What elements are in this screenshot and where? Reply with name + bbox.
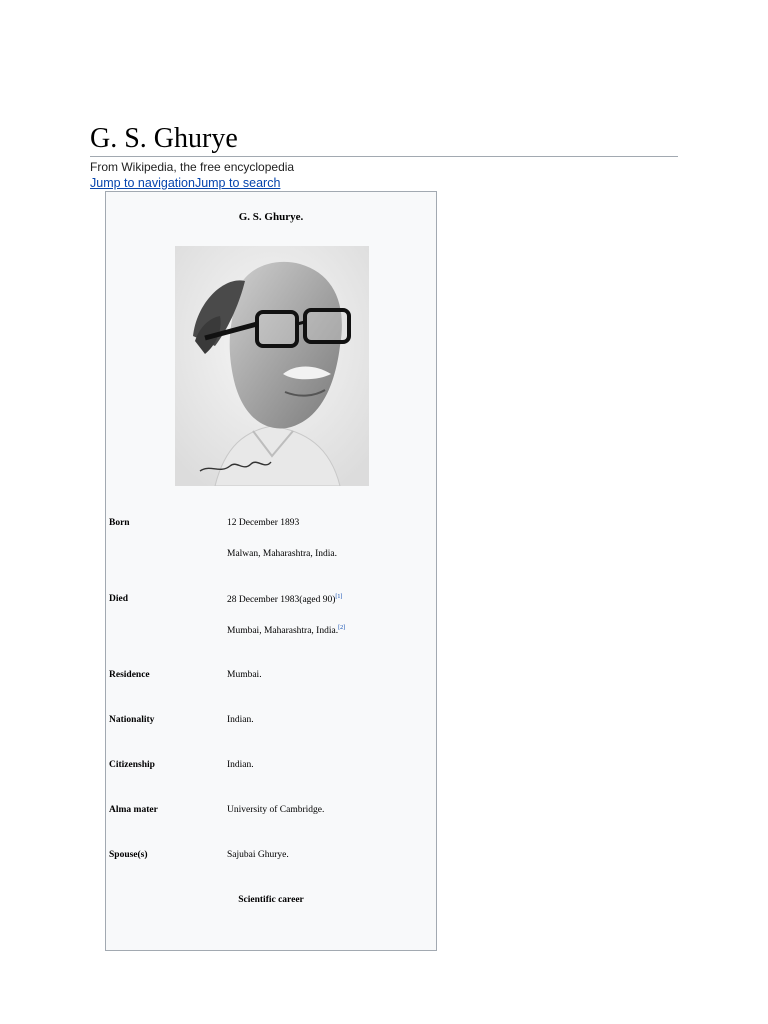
- born-label: Born: [109, 518, 130, 528]
- citizenship-value: Indian.: [227, 760, 254, 770]
- died-place-ref[interactable]: [2]: [338, 625, 346, 631]
- spouse-label: Spouse(s): [109, 850, 148, 860]
- born-date: 12 December 1893: [227, 518, 300, 528]
- jump-links: [90, 175, 280, 191]
- died-date: 28 December 1983(aged 90): [227, 595, 336, 606]
- died-date-wrap: [227, 594, 342, 605]
- born-place: Malwan, Maharashtra, India.: [227, 549, 338, 559]
- infobox: [105, 191, 437, 951]
- died-date-ref[interactable]: [1]: [335, 594, 343, 600]
- alma-mater-value[interactable]: University of Cambridge.: [227, 805, 325, 815]
- residence-value: Mumbai.: [227, 670, 262, 680]
- title-divider: [90, 156, 678, 157]
- site-tagline: From Wikipedia, the free encyclopedia: [90, 160, 295, 174]
- jump-to-search-link[interactable]: Jump to search: [194, 176, 281, 190]
- nationality-value: Indian.: [227, 715, 254, 725]
- residence-label: Residence: [109, 670, 150, 680]
- page-title: G. S. Ghurye: [90, 123, 238, 154]
- portrait-image: [175, 246, 369, 486]
- died-label: Died: [109, 594, 128, 604]
- citizenship-label: Citizenship: [109, 760, 155, 770]
- died-place: Mumbai, Maharashtra, India.: [227, 626, 339, 637]
- infobox-caption: G. S. Ghurye.: [238, 211, 304, 223]
- scientific-career-header: Scientific career: [238, 895, 304, 905]
- jump-to-navigation-link[interactable]: Jump to navigation: [90, 176, 195, 190]
- alma-mater-label: Alma mater: [109, 805, 158, 815]
- nationality-label: Nationality: [109, 715, 155, 725]
- died-place-wrap: [227, 625, 345, 636]
- spouse-value: Sajubai Ghurye.: [227, 850, 289, 860]
- portrait-photo[interactable]: [175, 246, 369, 486]
